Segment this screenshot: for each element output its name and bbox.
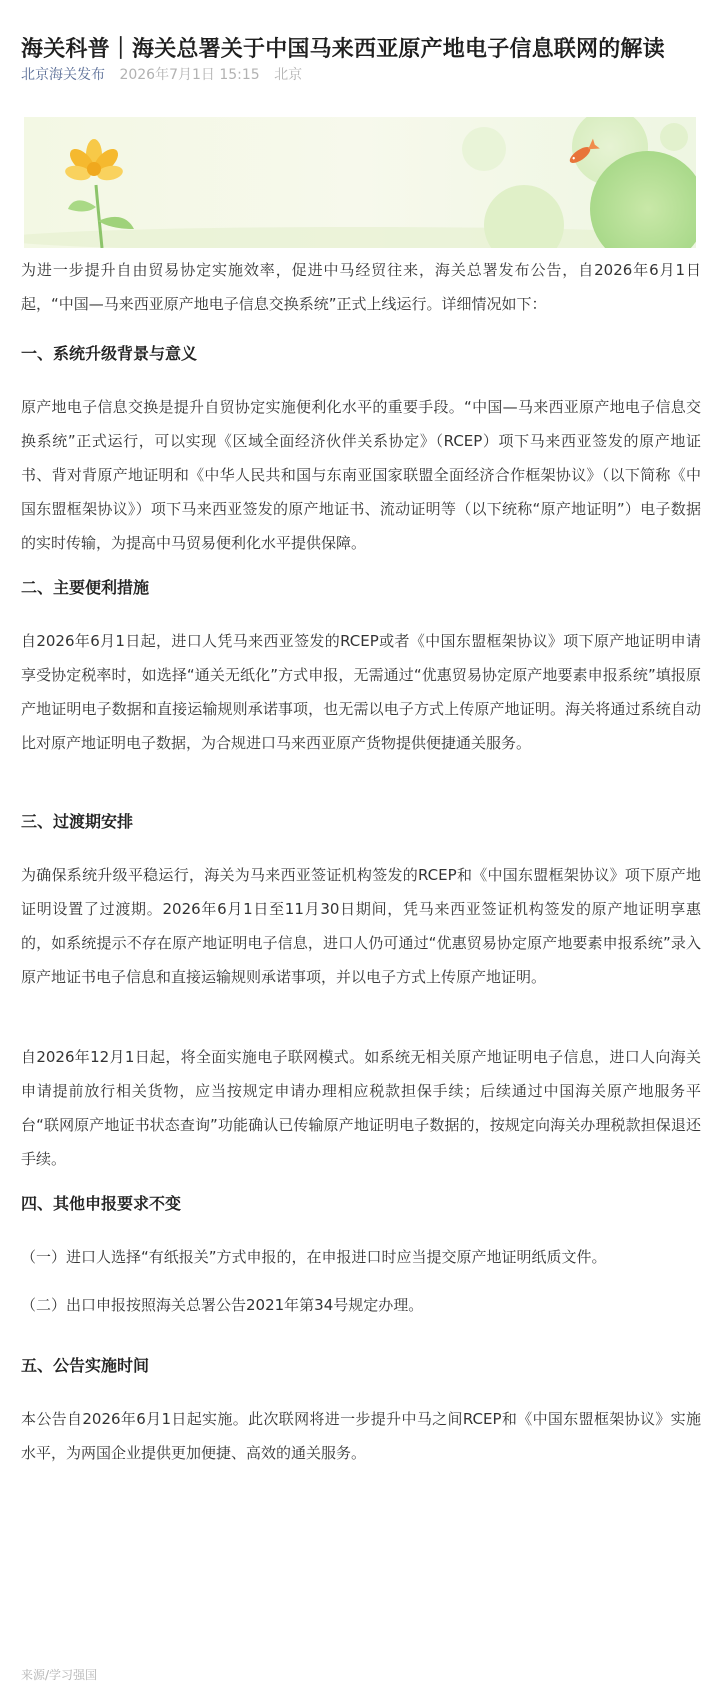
section-paragraph: 为确保系统升级平稳运行，海关为马来西亚签证机构签发的RCEP和《中国东盟框架协议》项下原产地证明设置了过渡期。2026年6月1日至11月30日期间，凭马来西亚签证机构签发的原产地证明享惠的，如系统提示不存在原产地证明电子信息，进口人仍可通过“优惠贸易协定原产地要素申报系统”录入原产地证书电子信息和直接运输规则承诺事项，并以电子方式上传原产地证明。: [21, 866, 701, 986]
section-paragraph: （二）出口申报按照海关总署公告2021年第34号规定办理。: [21, 1296, 424, 1314]
publish-date: 2026年7月1日 15:15: [119, 67, 260, 83]
section-paragraph: （一）进口人选择“有纸报关”方式申报的，在申报进口时应当提交原产地证明纸质文件。: [21, 1248, 607, 1266]
section-paragraph: 原产地电子信息交换是提升自贸协定实施便利化水平的重要手段。“中国—马来西亚原产地电子信息交换系统”正式运行，可以实现《区域全面经济伙伴关系协定》（RCEP）项下马来西亚签发的原产地证书、背对背原产地证明和《中华人民共和国与东南亚国家联盟全面经济合作框架协议》（以下简称《中国东盟框架协议》）项下马来西亚签发的原产地证书、流动证明等（以下统称“原产地证明”）电子数据的实时传输，为提高中马贸易便利化水平提供保障。: [21, 398, 701, 552]
section-heading: 一、系统升级背景与意义: [21, 344, 198, 363]
banner-illustration: [24, 117, 696, 248]
publish-location: 北京: [274, 67, 303, 83]
intro-paragraph: 为进一步提升自由贸易协定实施效率，促进中马经贸往来，海关总署发布公告，自2026年6月1日起，“中国—马来西亚原产地电子信息交换系统”正式上线运行。详细情况如下：: [21, 261, 701, 313]
section-paragraph: 自2026年6月1日起，进口人凭马来西亚签发的RCEP或者《中国东盟框架协议》项下原产地证明申请享受协定税率时，如选择“通关无纸化”方式申报，无需通过“优惠贸易协定原产地要素申报系统”填报原产地证明电子数据和直接运输规则承诺事项，也无需以电子方式上传原产地证明。海关将通过系统自动比对原产地证明电子数据，为合规进口马来西亚原产货物提供便捷通关服务。: [21, 632, 701, 752]
section-heading: 五、公告实施时间: [21, 1356, 150, 1375]
article-title: 海关科普｜海关总署关于中国马来西亚原产地电子信息联网的解读: [21, 36, 665, 62]
section-paragraph: 本公告自2026年6月1日起实施。此次联网将进一步提升中马之间RCEP和《中国东盟框架协议》实施水平，为两国企业提供更加便捷、高效的通关服务。: [21, 1410, 701, 1462]
banner-image: [24, 117, 696, 248]
section-heading: 三、过渡期安排: [21, 812, 134, 831]
section-paragraph: 自2026年12月1日起，将全面实施电子联网模式。如系统无相关原产地证明电子信息，进口人向海关申请提前放行相关货物，应当按规定申请办理相应税款担保手续；后续通过中国海关原产地服务平台“联网原产地证书状态查询”功能确认已传输原产地证明电子数据的，按规定向海关办理税款担保退还手续。: [21, 1048, 701, 1168]
section-heading: 四、其他申报要求不变: [21, 1194, 182, 1213]
section-heading: 二、主要便利措施: [21, 578, 150, 597]
footer-source: 来源/学习强国: [21, 1668, 98, 1682]
article-meta: [21, 64, 302, 86]
account-name-link[interactable]: 北京海关发布: [21, 67, 105, 83]
